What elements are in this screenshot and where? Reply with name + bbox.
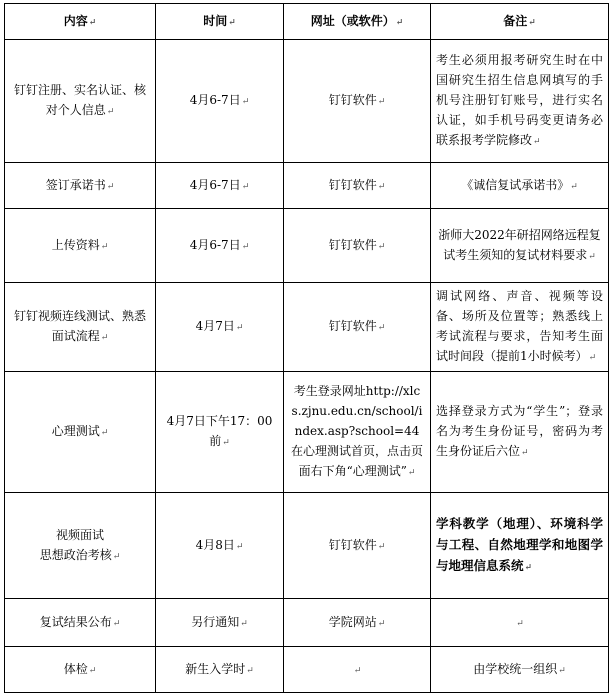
cell-site: 钉钉软件↵ [284,209,431,283]
cell-note: 选择登录方式为“学生”；登录名为考生身份证号，密码为考生身份证后六位↵ [431,372,609,493]
cell-content: 上传资料↵ [5,209,156,283]
table-header-row [5,4,609,40]
header-site: 网址（或软件）↵ [284,4,431,40]
cell-time: 4月6-7日↵ [156,163,284,209]
cell-time: 4月7日下午17：00前↵ [156,372,284,493]
cell-content: 签订承诺书↵ [5,163,156,209]
header-note: 备注↵ [431,4,609,40]
cell-content: 钉钉注册、实名认证、核对个人信息↵ [5,40,156,163]
cell-site: 学院网站↵ [284,599,431,647]
cell-time: 4月6-7日↵ [156,209,284,283]
cell-note: 浙师大2022年研招网络远程复试考生须知的复试材料要求↵ [431,209,609,283]
cell-note: 《诚信复试承诺书》↵ [431,163,609,209]
header-time: 时间↵ [156,4,284,40]
header-content: 内容↵ [5,4,156,40]
cell-site: 钉钉软件↵ [284,493,431,599]
cell-note: 由学校统一组织↵ [431,647,609,693]
table-row [5,163,609,209]
table-row [5,372,609,493]
table-row [5,40,609,163]
cell-note: 学科教学（地理）、环境科学与工程、自然地理学和地图学与地理信息系统↵ [431,493,609,599]
cell-content: 心理测试↵ [5,372,156,493]
cell-note: ↵ [431,599,609,647]
cell-time: 新生入学时↵ [156,647,284,693]
cell-site: 钉钉软件↵ [284,163,431,209]
table-row [5,209,609,283]
cell-site: ↵ [284,647,431,693]
cell-time: 4月6-7日↵ [156,40,284,163]
cell-note: 调试网络、声音、视频等设备、场所及位置等；熟悉线上考试流程与要求，告知考生面试时间段（提前1小时候考）↵ [431,283,609,372]
cell-time: 4月7日↵ [156,283,284,372]
cell-content: 视频面试 思想政治考核↵ [5,493,156,599]
cell-time: 4月8日↵ [156,493,284,599]
cell-site: 钉钉软件↵ [284,283,431,372]
cell-content: 钉钉视频连线测试、熟悉面试流程↵ [5,283,156,372]
cell-time: 另行通知↵ [156,599,284,647]
table-row [5,599,609,647]
table-row [5,493,609,599]
cell-content: 复试结果公布↵ [5,599,156,647]
cell-content: 体检↵ [5,647,156,693]
table-row [5,647,609,693]
cell-note: 考生必须用报考研究生时在中国研究生招生信息网填写的手机号注册钉钉账号，进行实名认证，如手机号码变更请务必联系报考学院修改↵ [431,40,609,163]
cell-site: 考生登录网址http://xlcs.zjnu.edu.cn/school/index.asp?school=44在心理测试首页，点击页面右下角“心理测试”↵ [284,372,431,493]
schedule-table [4,3,609,693]
table-row [5,283,609,372]
cell-site: 钉钉软件↵ [284,40,431,163]
